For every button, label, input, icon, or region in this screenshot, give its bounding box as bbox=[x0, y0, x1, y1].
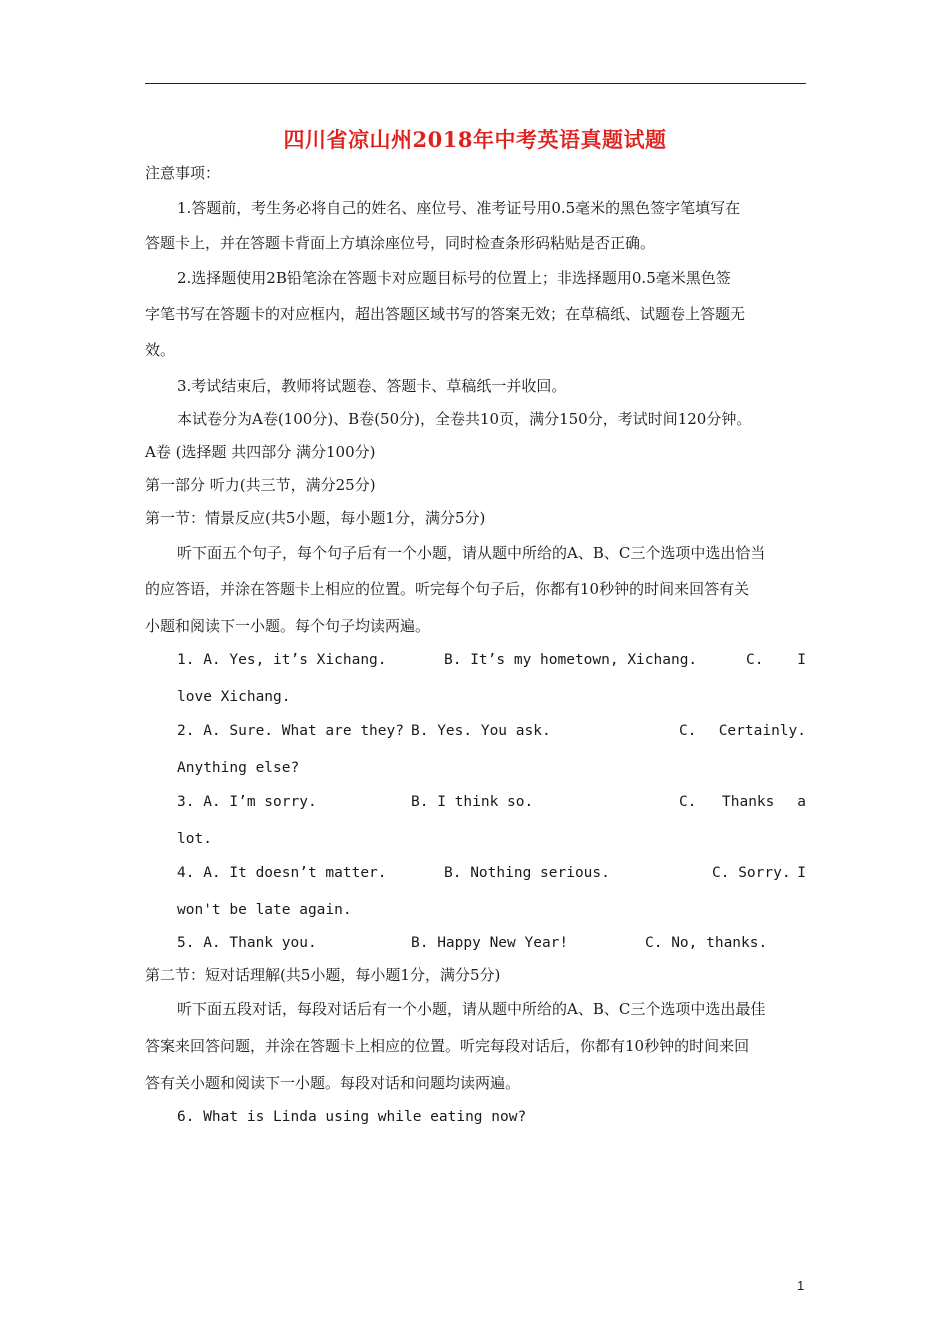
exam-info: 本试卷分为A卷(100分)、B卷(50分)，全卷共10页，满分150分，考试时间120分钟。 bbox=[177, 410, 752, 428]
section-2-instructions-2: 答案来回答问题，并涂在答题卡上相应的位置。听完每段对话后，你都有10秒钟的时间来回 bbox=[145, 1037, 750, 1055]
note-2-line-2: 字笔书写在答题卡的对应框内，超出答题区域书写的答案无效；在草稿纸、试题卷上答题无 bbox=[145, 305, 746, 323]
note-2-line-1: 2.选择题使用2B铅笔涂在答题卡对应题目标号的位置上；非选择题用0.5毫米黑色签 bbox=[177, 269, 731, 287]
section-2-heading: 第二节：短对话理解(共5小题，每小题1分，满分5分) bbox=[145, 966, 501, 984]
page-title: 四川省凉山州2018年中考英语真题试题 bbox=[283, 127, 667, 152]
note-3: 3.考试结束后，教师将试题卷、答题卡、草稿纸一并收回。 bbox=[177, 377, 567, 395]
q3-option-a: 3. A. I’m sorry. bbox=[177, 794, 317, 810]
q4-option-a: 4. A. It doesn’t matter. bbox=[177, 865, 387, 881]
section-1-instructions-1: 听下面五个句子，每个句子后有一个小题，请从题中所给的A、B、C三个选项中选出恰当 bbox=[177, 544, 766, 562]
notes-heading: 注意事项： bbox=[145, 164, 221, 182]
section-2-instructions-3: 答有关小题和阅读下一小题。每段对话和问题均读两遍。 bbox=[145, 1074, 521, 1092]
q1-option-c: C. bbox=[746, 652, 764, 668]
q2-option-c: C. bbox=[679, 723, 697, 739]
q3-option-c-tail: a bbox=[797, 794, 806, 810]
q3-option-c: C. bbox=[679, 794, 697, 810]
q5-option-b: B. Happy New Year! bbox=[411, 935, 569, 951]
note-1-line-1: 1.答题前，考生务必将自己的姓名、座位号、准考证号用0.5毫米的黑色签字笔填写在 bbox=[177, 199, 741, 217]
q1-option-c-tail: I bbox=[797, 652, 806, 668]
section-1-heading: 第一节：情景反应(共5小题，每小题1分，满分5分) bbox=[145, 509, 486, 527]
q4-option-b: B. Nothing serious. bbox=[444, 865, 610, 881]
note-1-line-2: 答题卡上，并在答题卡背面上方填涂座位号，同时检查条形码粘贴是否正确。 bbox=[145, 234, 656, 252]
section-1-instructions-2: 的应答语，并涂在答题卡上相应的位置。听完每个句子后，你都有10秒钟的时间来回答有关 bbox=[145, 580, 750, 598]
q1-option-b: B. It’s my hometown, Xichang. bbox=[444, 652, 698, 668]
q3-continuation: lot. bbox=[177, 831, 212, 847]
q3-option-c-mid: Thanks bbox=[722, 794, 775, 810]
q3-option-b: B. I think so. bbox=[411, 794, 534, 810]
q4-option-c-tail: I bbox=[797, 865, 806, 881]
q5-option-c: C. No, thanks. bbox=[645, 935, 768, 951]
q1-continuation: love Xichang. bbox=[177, 689, 291, 705]
q2-option-c-tail: Certainly. bbox=[718, 723, 806, 739]
q2-continuation: Anything else? bbox=[177, 760, 300, 776]
header-rule bbox=[145, 83, 806, 84]
note-2-line-3: 效。 bbox=[145, 341, 176, 359]
section-a-heading: A卷 (选择题 共四部分 满分100分) bbox=[145, 443, 376, 461]
section-1-instructions-3: 小题和阅读下一小题。每个句子均读两遍。 bbox=[145, 617, 431, 635]
section-2-instructions-1: 听下面五段对话，每段对话后有一个小题，请从题中所给的A、B、C三个选项中选出最佳 bbox=[177, 1000, 766, 1018]
q2-option-b: B. Yes. You ask. bbox=[411, 723, 551, 739]
q2-option-a: 2. A. Sure. What are they? bbox=[177, 723, 404, 739]
page-number: 1 bbox=[797, 1278, 805, 1293]
q4-continuation: won't be late again. bbox=[177, 902, 352, 918]
question-6: 6. What is Linda using while eating now? bbox=[177, 1109, 527, 1125]
q4-option-c: C. Sorry. bbox=[712, 865, 791, 881]
part-1-heading: 第一部分 听力(共三节，满分25分) bbox=[145, 476, 376, 494]
q5-option-a: 5. A. Thank you. bbox=[177, 935, 317, 951]
q1-option-a: 1. A. Yes, it’s Xichang. bbox=[177, 652, 387, 668]
